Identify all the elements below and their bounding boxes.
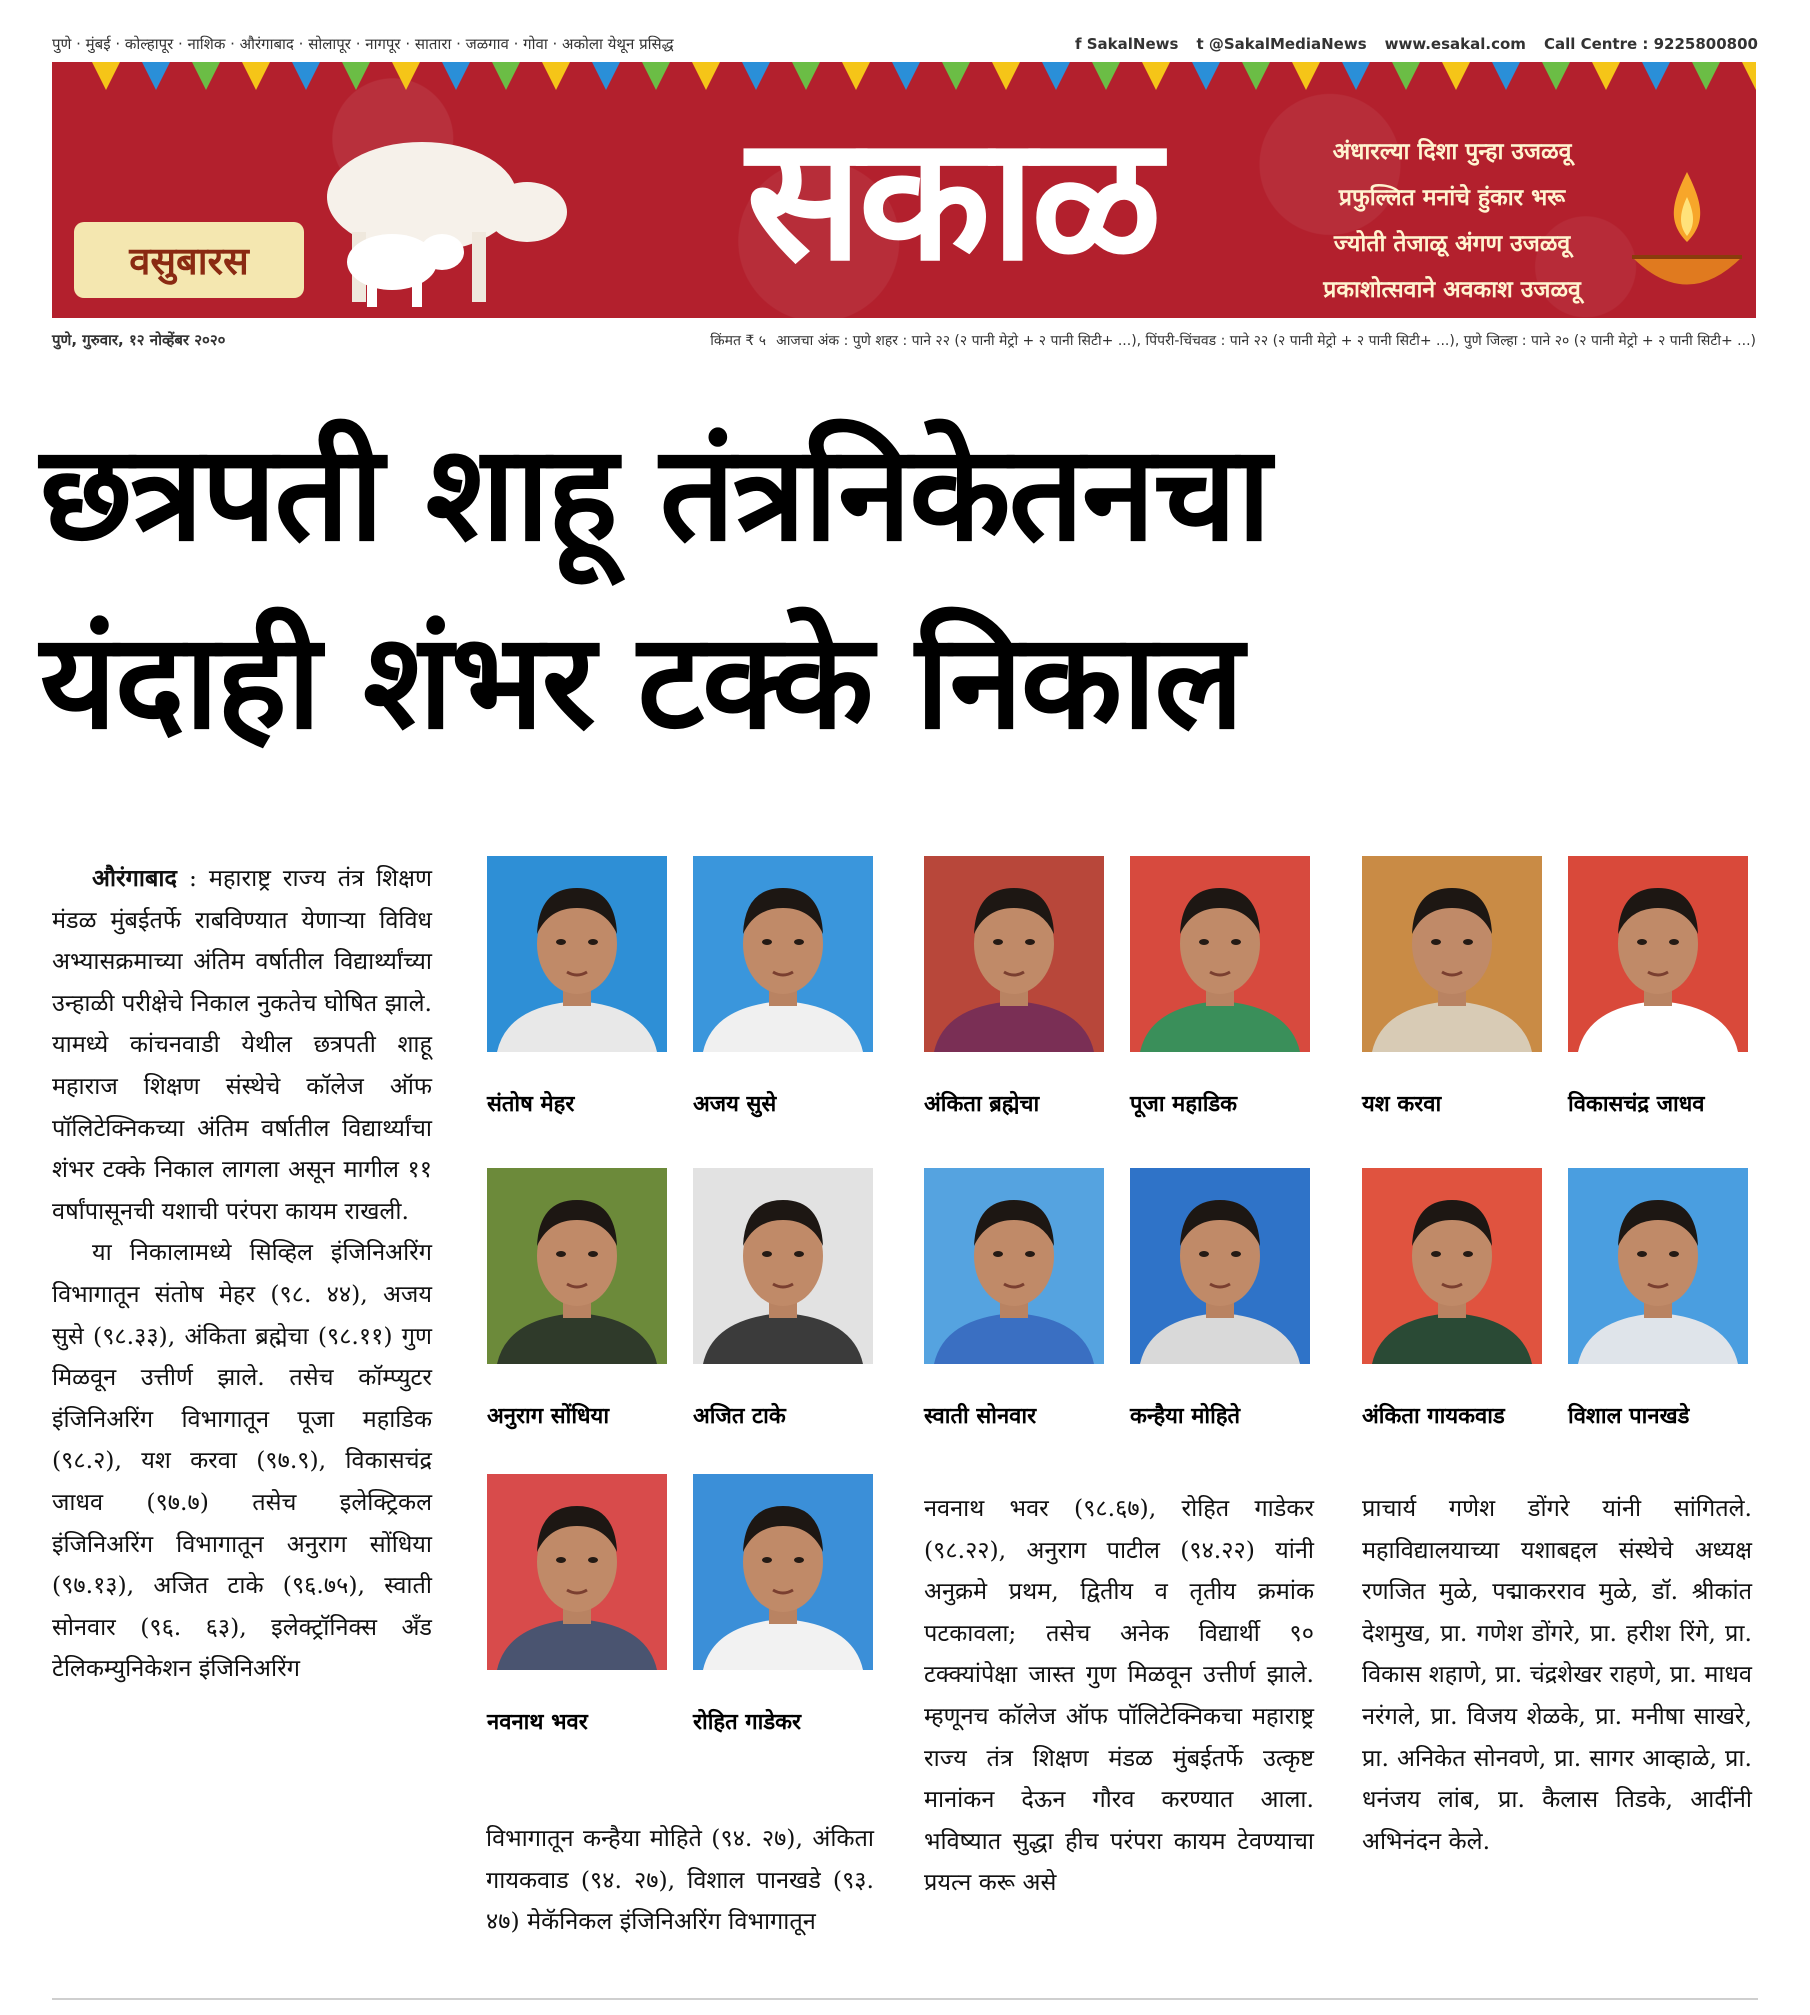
festival-label: वसुबारस bbox=[74, 222, 304, 298]
article-column-2 bbox=[486, 1818, 874, 1943]
website-link[interactable]: www.esakal.com bbox=[1384, 35, 1526, 53]
poem-line: अंधारल्या दिशा पुन्हा उजळवू bbox=[1332, 139, 1572, 165]
article-headline bbox=[40, 400, 1780, 800]
top-info-bar bbox=[52, 30, 1758, 58]
student-photo bbox=[487, 1474, 667, 1670]
dateline-bar bbox=[52, 326, 1756, 354]
article-para-2: या निकालामध्ये सिव्हिल इंजिनिअरिंग विभागातून संतोष मेहर (९८. ४४), अजय सुसे (९८.३३), अंकिता ब्रह्मेचा (९८.११) गुण मिळवून उत्तीर्ण झाले. तसेच कॉम्प्युटर इंजिनिअरिंग विभागातून पूजा महाडिक (९८.२), यश करवा (९७.९), विकासचंद्र जाधव (९७.७) तसेच इलेक्ट्रिकल इंजिनिअरिंग विभागातून अनुराग सोंधिया (९७.१३), अजित टाके (९६.७५), स्वाती सोनवार (९६. ६३), इलेक्ट्रॉनिक्स अँड टेलिकम्युनिकेशन इंजिनिअरिंग bbox=[52, 1238, 432, 1683]
cow-and-calf-illustration bbox=[272, 102, 602, 312]
student-name-caption: विशाल पानखडे bbox=[1568, 1404, 1690, 1429]
student-photo bbox=[1568, 856, 1748, 1052]
article-para-1: औरंगाबाद : महाराष्ट्र राज्य तंत्र शिक्षण मंडळ मुंबईतर्फे राबविण्यात येणाऱ्या विविध अभ्यासक्रमाच्या अंतिम वर्षातील विद्यार्थ्यांच्या उन्हाळी परीक्षेचे निकाल नुकतेच घोषित झाले. यामध्ये कांचनवाडी येथील छत्रपती शाहू महाराज शिक्षण संस्थेचे कॉलेज ऑफ पॉलिटेक्निकच्या अंतिम वर्षातील विद्यार्थ्यांचा शंभर टक्के निकाल लागला असून मागील ११ वर्षांपासूनची यशाची परंपरा कायम राखली. bbox=[52, 864, 432, 1225]
call-centre: Call Centre : 9225800800 bbox=[1543, 35, 1758, 53]
student-name-caption: संतोष मेहर bbox=[487, 1092, 575, 1117]
student-name-caption: अनुराग सोंधिया bbox=[487, 1404, 610, 1429]
article-para-3: विभागातून कन्हैया मोहिते (९४. २७), अंकिता गायकवाड (९४. २७), विशाल पानखडे (९३. ४७) मेकॅनिकल इंजिनिअरिंग विभागातून bbox=[486, 1824, 874, 1936]
student-photo bbox=[1568, 1168, 1748, 1364]
article-column-1 bbox=[52, 858, 432, 1690]
article-para-4: नवनाथ भवर (९८.६७), रोहित गाडेकर (९८.२२), अनुराग पाटील (९४.२२) यांनी अनुक्रमे प्रथम, द्वितीय व तृतीय क्रमांक पटकावला; तसेच अनेक विद्यार्थी ९० टक्क्यांपेक्षा जास्त गुण मिळवून उत्तीर्ण झाले. म्हणूनच कॉलेज ऑफ पॉलिटेक्निकचा महाराष्ट्र राज्य तंत्र शिक्षण मंडळ मुंबईतर्फे उत्कृष्ट मानांकन देऊन गौरव करण्यात आला. भविष्यात सुद्धा हीच परंपरा कायम टेवण्याचा प्रयत्न करू असे bbox=[924, 1494, 1314, 1897]
student-name-caption: नवनाथ भवर bbox=[487, 1710, 588, 1735]
student-photo bbox=[924, 1168, 1104, 1364]
student-name-caption: विकासचंद्र जाधव bbox=[1568, 1092, 1705, 1117]
student-name-caption: अंकिता गायकवाड bbox=[1362, 1404, 1505, 1429]
festival-poem bbox=[1287, 134, 1617, 304]
student-photo bbox=[1362, 1168, 1542, 1364]
facebook-link[interactable]: f SakalNews bbox=[1075, 35, 1179, 53]
edition-cities: पुणे · मुंबई · कोल्हापूर · नाशिक · औरंगाबाद · सोलापूर · नागपूर · सातारा · जळगाव · गोवा · अकोला येथून प्रसिद्ध bbox=[52, 35, 674, 53]
student-name-caption: पूजा महाडिक bbox=[1130, 1092, 1238, 1117]
headline-line-1: छत्रपती शाहू तंत्रनिकेतनचा bbox=[40, 417, 1270, 571]
diya-lamp-icon bbox=[1627, 162, 1747, 302]
headline-line-2: यंदाही शंभर टक्के निकाल bbox=[40, 605, 1242, 759]
dateline-place: औरंगाबाद bbox=[92, 864, 177, 892]
issue-price: किंमत ₹ ५ bbox=[710, 332, 767, 349]
student-photo bbox=[693, 856, 873, 1052]
poem-line: ज्योती तेजाळू अंगण उजळवू bbox=[1333, 231, 1571, 257]
student-name-caption: स्वाती सोनवार bbox=[924, 1404, 1037, 1429]
article-column-3 bbox=[924, 1488, 1314, 1904]
student-photo bbox=[693, 1474, 873, 1670]
student-name-caption: यश करवा bbox=[1362, 1092, 1442, 1117]
twitter-link[interactable]: t @SakalMediaNews bbox=[1196, 35, 1367, 53]
poem-line: प्रकाशोत्सवाने अवकाश उजळवू bbox=[1323, 277, 1581, 303]
article-column-4 bbox=[1362, 1488, 1752, 1862]
student-name-caption: अजित टाके bbox=[693, 1404, 786, 1429]
student-name-caption: कन्हैया मोहिते bbox=[1130, 1404, 1241, 1429]
student-photo bbox=[1130, 856, 1310, 1052]
poem-line: प्रफुल्लित मनांचे हुंकार भरू bbox=[1338, 185, 1566, 211]
bottom-rule bbox=[52, 1998, 1758, 2000]
student-name-caption: रोहित गाडेकर bbox=[693, 1710, 802, 1735]
student-photo bbox=[487, 856, 667, 1052]
student-photo bbox=[924, 856, 1104, 1052]
newspaper-logo: सकाळ bbox=[746, 96, 1158, 299]
student-photo bbox=[1362, 856, 1542, 1052]
student-name-caption: अंकिता ब्रह्मेचा bbox=[924, 1092, 1040, 1117]
contact-links bbox=[1075, 35, 1758, 53]
student-photo bbox=[693, 1168, 873, 1364]
issue-date: पुणे, गुरुवार, १२ नोव्हेंबर २०२० bbox=[52, 331, 226, 349]
edition-info: आजचा अंक : पुणे शहर : पाने २२ (२ पानी मेट्रो + २ पानी सिटी+ ...), पिंपरी-चिंचवड : पाने २२ (२ पानी मेट्रो + २ पानी सिटी+ ...), पुणे जिल्हा : पाने २० (२ पानी मेट्रो + २ पानी सिटी+ ...) bbox=[776, 332, 1756, 349]
masthead-banner bbox=[52, 62, 1756, 318]
article-para-5: प्राचार्य गणेश डोंगरे यांनी सांगितले. महाविद्यालयाच्या यशाबद्दल संस्थेचे अध्यक्ष रणजित मुळे, पद्माकरराव मुळे, डॉ. श्रीकांत देशमुख, प्रा. गणेश डोंगरे, प्रा. हरीश रिंगे, प्रा. विकास शहाणे, प्रा. चंद्रशेखर राहणे, प्रा. माधव नरंगले, प्रा. विजय शेळके, प्रा. मनीषा साखरे, प्रा. अनिकेत सोनवणे, प्रा. सागर आव्हाळे, प्रा. धनंजय लांब, प्रा. कैलास तिडके, आदींनी अभिनंदन केले. bbox=[1362, 1494, 1752, 1855]
student-photo bbox=[487, 1168, 667, 1364]
student-name-caption: अजय सुसे bbox=[693, 1092, 777, 1117]
student-photo bbox=[1130, 1168, 1310, 1364]
